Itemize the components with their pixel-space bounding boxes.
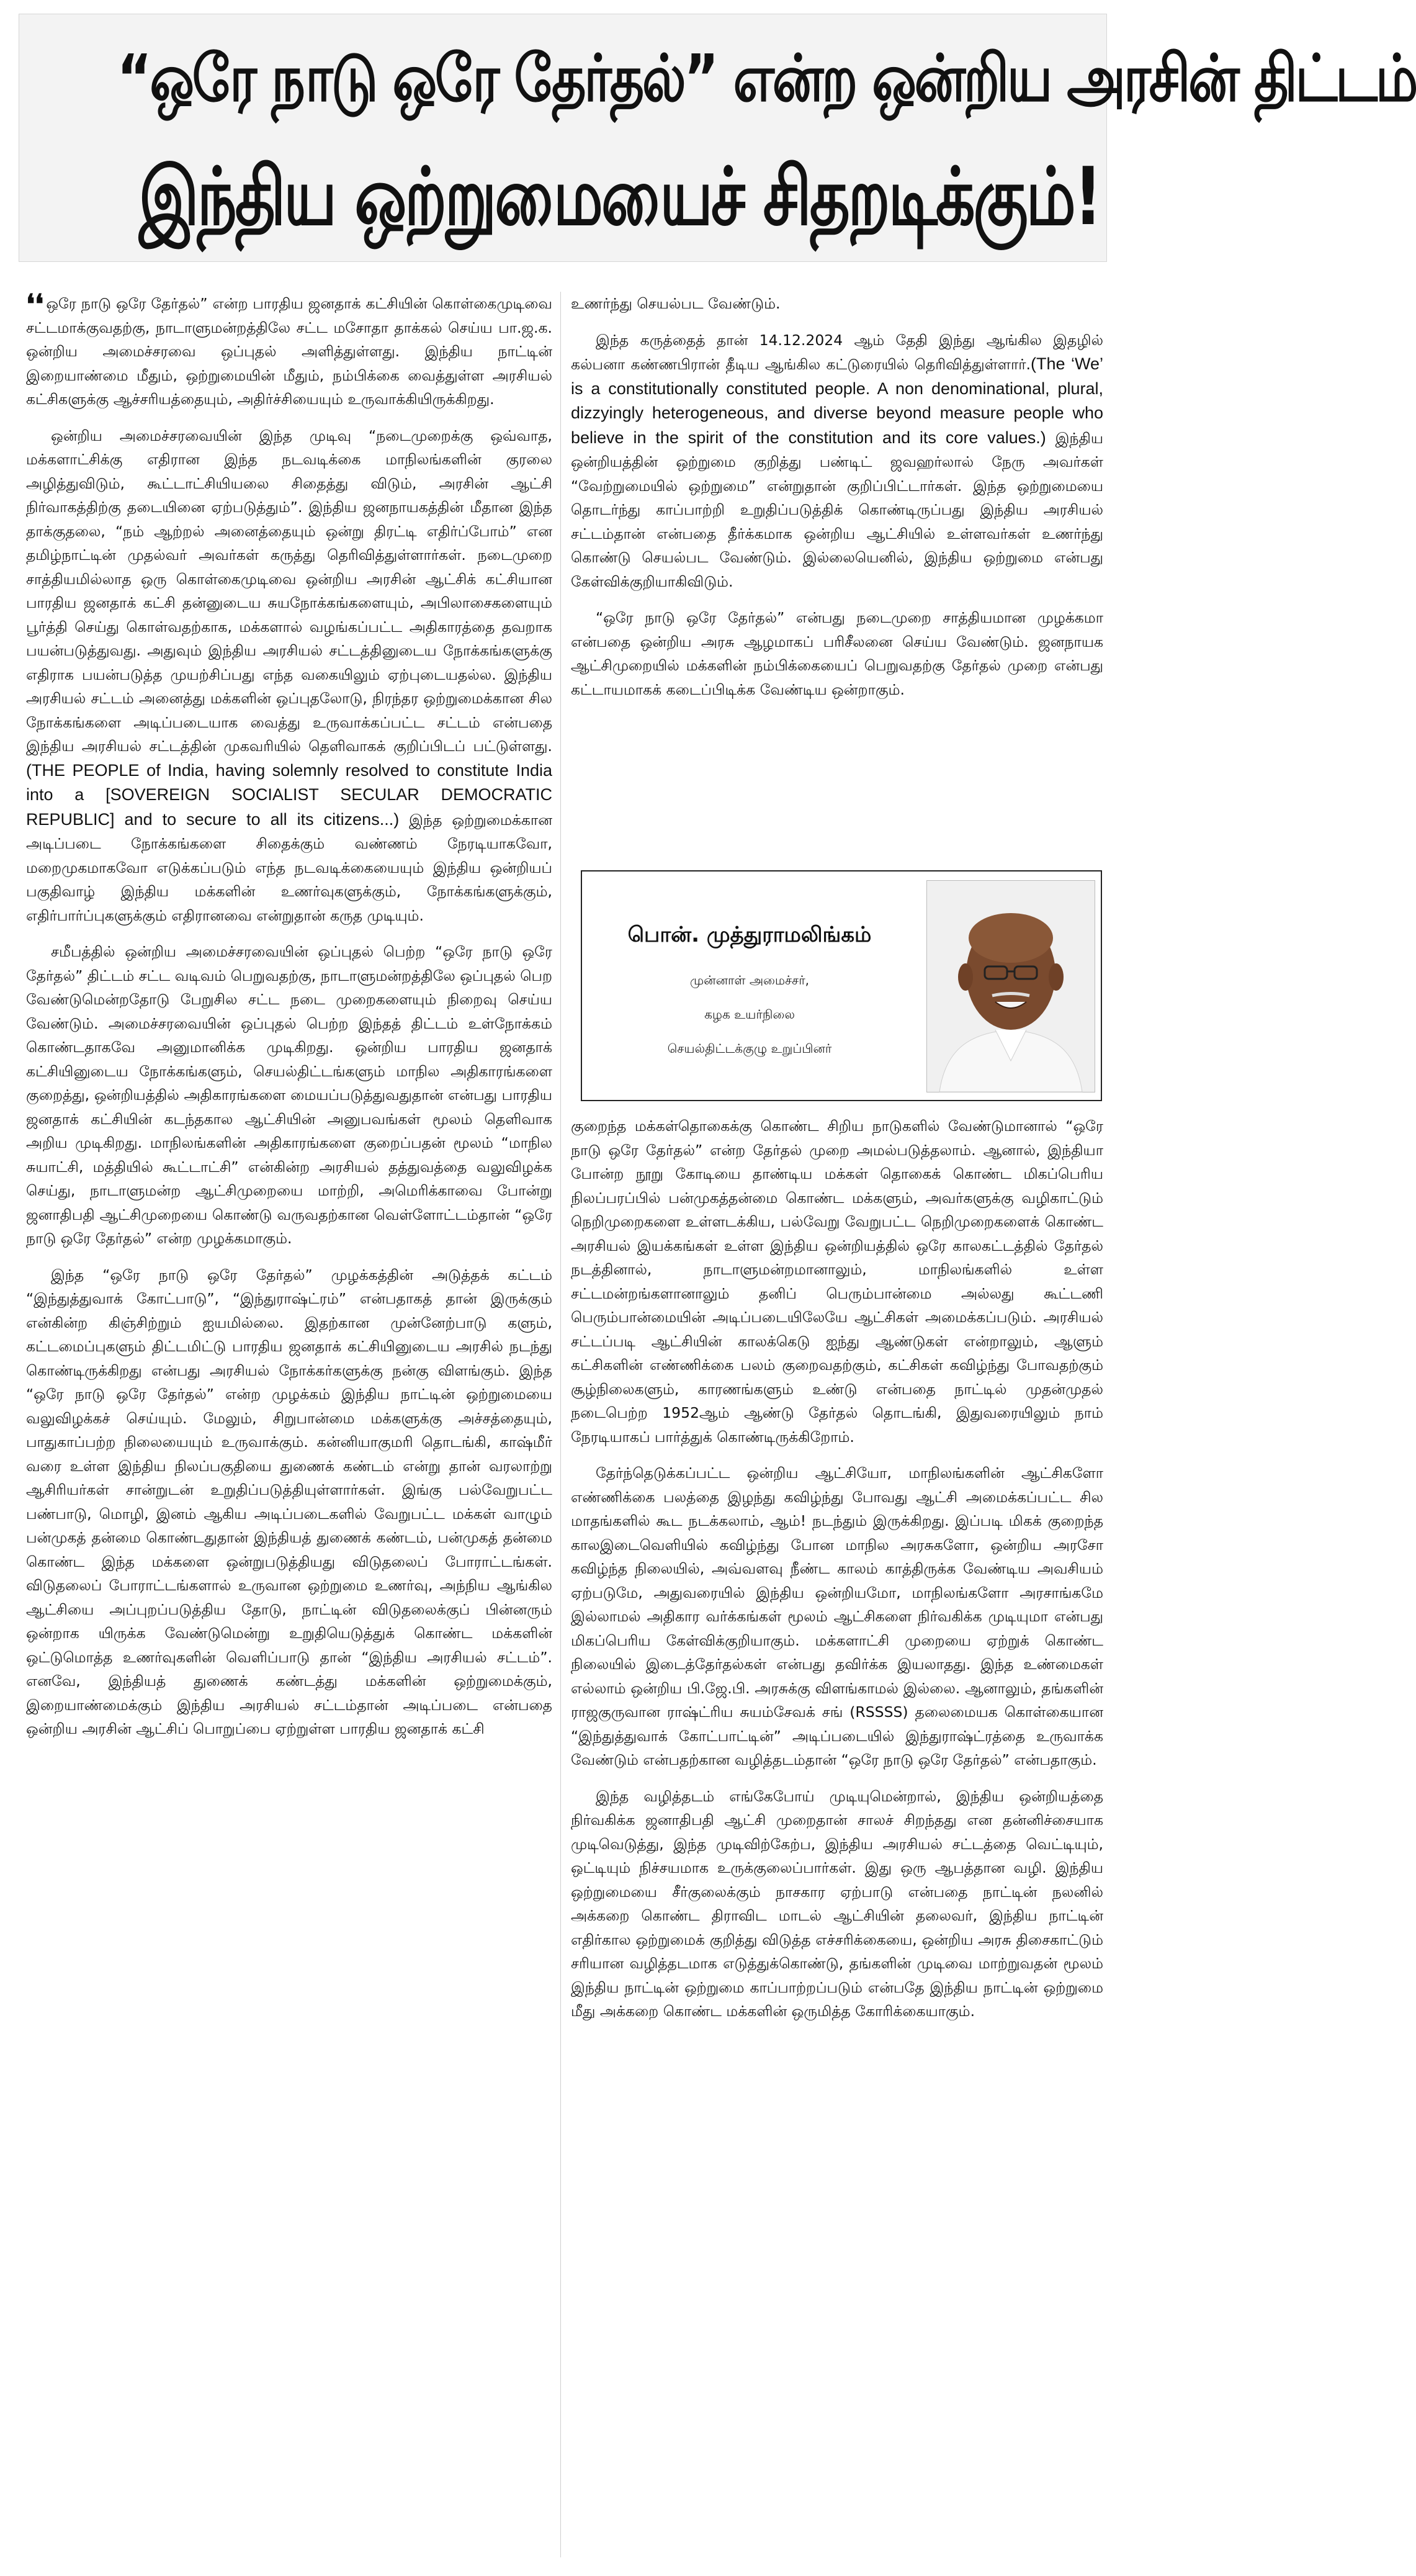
constitution-preamble-quote: (THE PEOPLE of India, having solemnly resolved to constitute India into a [SOVEREIGN SOCIALIST SECULAR DEMOCRATIC REPUBLIC] and to secure to all its citizens...) — [26, 760, 552, 829]
right-bottom-paragraph-2: தேர்ந்தெடுக்கப்பட்ட ஒன்றிய ஆட்சியோ, மாநிலங்களின் ஆட்சிகளோ எண்ணிக்கை பலத்தை இழந்து கவிழ்ந்து போவது ஆட்சி அமைக்கப்பட்ட சில மாதங்களில் கூட நடக்கலாம், ஆம்! நடந்தும் இருக்கிறது. இப்படி மிகக் குறைந்த காலஇடைவெளியில் கவிழ்ந்து போன மாநில அரசுகளோ, ஒன்றிய அரசோ கவிழ்ந்த நிலையில், அவ்வளவு நீண்ட காலம் காத்திருக்க வேண்டிய அவசியம் ஏற்படுமே, அதுவரையில் இந்திய ஒன்றியமோ, மாநிலங்களோ அரசாங்கமே இல்லாமல் அதிகார வர்க்கங்கள் மூலம் ஆட்சிகளை நிர்வகிக்க முடியுமா என்பது மிகப்பெரிய கேள்விக்குறியாகும். மக்களாட்சி முறையை ஏற்றுக் கொண்ட நிலையில் இடைத்தேர்தல்கள் என்பது தவிர்க்க இயலாதது. இந்த உண்மைகள் எல்லாம் ஒன்றிய பி.ஜே.பி. அரசுக்கு விளங்காமல் இல்லை. ஆனாலும், தங்களின் ராஜகுருவான ராஷ்ட்ரிய சுயம்சேவக் சங் (RSSSS) தலைமையக கொள்கையான “இந்துத்துவாக் கோட்பாட்டின்” அடிப்படையில் இந்துராஷ்ட்ரத்தை உருவாக்க வேண்டும் என்பதற்கான வழித்தடம்தான் “ஒரே நாடு ஒரே தேர்தல்” என்பதாகும். — [571, 1464, 1103, 1768]
left-paragraph-1-text: ஒரே நாடு ஒரே தேர்தல்” என்ற பாரதிய ஜனதாக் கட்சியின் கொள்கைமுடிவை சட்டமாக்குவதற்கு, நாடாளுமன்றத்திலே சட்ட மசோதா தாக்கல் செய்ய பா.ஜ.க. ஒன்றிய அமைச்சரவை ஒப்புதல் அளித்துள்ளது. இந்திய நாட்டின் இறையாண்மை மீதும், ஒற்றுமையின் மீதும், நம்பிக்கை வைத்துள்ள அரசியல் கட்சிகளுக்கு ஆச்சரியத்தையும், அதிர்ச்சியையும் உருவாக்கியிருக்கிறது. — [26, 295, 552, 408]
right-paragraph-3: “ஒரே நாடு ஒரே தேர்தல்” என்பது நடைமுறை சாத்தியமான முழக்கமா என்பதை ஒன்றிய அரசு ஆழமாகப் பரிசீலனை செய்ய வேண்டும். ஜனநாயக ஆட்சிமுறையில் மக்களின் நம்பிக்கையைப் பெறுவதற்கு தேர்தல் முறை என்பது கட்டாயமாகக் கடைப்பிடிக்க வேண்டிய ஒன்றாகும். — [571, 609, 1103, 698]
left-paragraph-2-tail: இந்த ஒற்றுமைக்கான அடிப்படை நோக்கங்களை சிதைக்கும் வண்ணம் நேரடியாகவோ, மறைமுகமாகவோ எடுக்கப்படும் எந்த நடவடிக்கையையும் இந்திய ஒன்றியப் பகுதிவாழ் இந்திய மக்களின் உணர்வுகளுக்கும், நோக்கங்களுக்கும், எதிர்பார்ப்புகளுக்கும் எதிரானவை என்றுதான் கருத முடியும். — [26, 811, 552, 924]
author-portrait-illustration — [927, 881, 1095, 1092]
author-photo — [926, 880, 1095, 1092]
right-bottom-paragraph-1: குறைந்த மக்கள்தொகைக்கு கொண்ட சிறிய நாடுகளில் வேண்டுமானால் “ஒரே நாடு ஒரே தேர்தல்” என்ற தேர்தல் முறை அமல்படுத்தலாம். ஆனால், இந்தியா போன்ற நூறு கோடியை தாண்டிய மக்கள் தொகைக் கொண்ட மிகப்பெரிய நிலப்பரப்பில் பன்முகத்தன்மை கொண்ட மக்களும், அவர்களுக்கு வழிகாட்டும் நெறிமுறைகளை உள்ளடக்கிய, பல்வேறு வேறுபட்ட நெறிமுறைகளைக் கொண்ட அரசியல் இயக்கங்கள் உள்ள இந்திய ஒன்றியத்தில் ஒரே காலகட்டத்தில் தேர்தல் நடத்தினால், நாடாளுமன்றமானாலும், மாநிலங்களில் உள்ள சட்டமன்றங்களானாலும் தனிப் பெரும்பான்மை அல்லது கூட்டணி பெரும்பான்மையின் அடிப்படையிலேயே ஆட்சிகள் அமைக்கப்படும். அரசியல் சட்டப்படி ஆட்சியின் காலக்கெடு ஐந்து ஆண்டுகள் என்றாலும், ஆளும் கட்சிகளின் எண்ணிக்கை பலம் குறைவதற்கும், கட்சிகள் கவிழ்ந்து போவதற்கும் சூழ்நிலைகளும், காரணங்களும் உண்டு என்பதை நாட்டில் முதன்முதல் நடைபெற்ற 1952ஆம் ஆண்டு தேர்தல் தொடங்கி, இதுவரையிலும் நாம் நேரடியாகப் பார்த்துக் கொண்டிருக்கிறோம். — [571, 1117, 1103, 1446]
right-paragraph-1: உணர்ந்து செயல்பட வேண்டும். — [571, 295, 781, 312]
left-paragraph-4: இந்த “ஒரே நாடு ஒரே தேர்தல்” முழக்கத்தின் அடுத்தக் கட்டம் “இந்துத்துவாக் கோட்பாடு”, “இந்துராஷ்ட்ரம்” என்பதாகத் தான் இருக்கும் என்கின்ற கிஞ்சிற்றும் ஐயமில்லை. இதற்கான முன்னேற்பாடு களும், கட்டமைப்புகளும் திட்டமிட்டு பாரதிய ஜனதாக் கட்சியினுடைய அரசில் நடந்து கொண்டிருக்கிறது என்பது அரசியல் நோக்கர்களுக்கு நன்கு விளங்கும். இந்த “ஒரே நாடு ஒரே தேர்தல்” என்ற முழக்கம் இந்திய நாட்டின் ஒற்றுமையை வலுவிழக்கச் செய்யும். மேலும், சிறுபான்மை மக்களுக்கு அச்சத்தையும், பாதுகாப்பற்ற நிலையையும் உருவாக்கும். கன்னியாகுமரி தொடங்கி, காஷ்மீர் வரை உள்ள இந்திய நிலப்பகுதியை துணைக் கண்டம் என்று தான் வரலாற்று ஆசிரியர்கள் சான்றுடன் உறுதிப்படுத்தியுள்ளார்கள். இங்கு பல்வேறுபட்ட பண்பாடு, மொழி, இனம் ஆகிய அடிப்படைகளில் வேறுபட்ட மக்கள் வாழும் பன்முகத் தன்மை கொண்டதுதான் இந்தியத் துணைக் கண்டம், பன்முகத் தன்மை கொண்ட இந்த மக்களை ஒன்றுபடுத்தியது விடுதலைப் போராட்டங்கள். விடுதலைப் போராட்டங்களால் உருவான ஒற்றுமை உணர்வு, அந்நிய ஆங்கில ஆட்சியை அப்புறப்படுத்திய தோடு, நாட்டின் விடுதலைக்குப் பின்னரும் ஒன்றாக யிருக்க வேண்டுமென்று உறுதியெடுத்துக் கொண்ட மக்களின் ஒட்டுமொத்த உணர்வுகளின் வெளிப்பாடு தான் “இந்திய அரசியல் சட்டம்”. எனவே, இந்தியத் துணைக் கண்டத்து மக்களின் ஒற்றுமைக்கும், இறையாண்மைக்கும் இந்திய அரசியல் சட்டம்தான் அடிப்படை என்பதை ஒன்றிய அரசின் ஆட்சிப் பொறுப்பை ஏற்றுள்ள பாரதிய ஜனதாக் கட்சி — [26, 1266, 552, 1737]
left-paragraph-3: சமீபத்தில் ஒன்றிய அமைச்சரவையின் ஒப்புதல் பெற்ற “ஒரே நாடு ஒரே தேர்தல்” திட்டம் சட்ட வடிவம் பெறுவதற்கு, நாடாளுமன்றத்திலே ஒப்புதல் பெற வேண்டுமென்றதோடு பேறுசில சட்ட நடை முறைகளையும் நிறைவு செய்ய வேண்டும். அமைச்சரவையின் ஒப்புதல் பெற்ற இந்தத் திட்டம் உள்நோக்கம் கொண்டதாகவே அனுமானிக்க முடிகிறது. ஒன்றிய பாரதிய ஜனதாக் கட்சியினுடைய நோக்கங்களும், செயல்திட்டங்களும் மாநில அதிகாரங்களை குறைத்து, ஒன்றியத்தில் அதிகாரங்களை மையப்படுத்துவதுதான் என்பது பாரதிய ஜனதாக் கட்சியின் கடந்தகால ஆட்சியின் அனுபவங்கள் மூலம் தெளிவாக அறிய முடிகிறது. மாநிலங்களின் அதிகாரங்களை குறைப்பதன் மூலம் “மாநில சுயாட்சி, மத்தியில் கூட்டாட்சி” என்கின்ற அரசியல் தத்துவத்தை வலுவிழக்க செய்து, நாடாளுமன்ற ஆட்சிமுறையை மாற்றி, அமெரிக்காவை போன்று ஜனாதிபதி ஆட்சிமுறையை கொண்டு வருவதற்கான வெள்ளோட்டம்தான் “ஒரே நாடு ஒரே தேர்தல்” என்ற முழக்கமாகும். — [26, 943, 553, 1247]
hindu-article-quote: (The ‘We’ is a constitutionally constituted people. A non denominational, plural, dizzyingly heterogeneous, and diverse beyond measure people who believe in the spirit of the constitution and its core values.) — [571, 354, 1103, 447]
opening-quote-mark: ❛❛ — [26, 289, 44, 320]
article-right-column-top — [571, 292, 1103, 850]
article-left-column — [26, 289, 553, 2557]
headline-line-2: இந்திய ஒற்றுமையைச் சிதறடிக்கும்! — [138, 151, 1101, 243]
right-paragraph-2-text: இந்த கருத்தைத் தான் 14.12.2024 ஆம் தேதி இந்து ஆங்கில இதழில் கல்பனா கண்ணபிரான் தீடிய ஆங்கில கட்டுரையில் தெரிவித்துள்ளார். — [571, 331, 1103, 373]
right-paragraph-2-tail: இந்திய ஒன்றியத்தின் ஒற்றுமை குறித்து பண்டிட் ஜவஹர்லால் நேரு அவர்கள் “வேற்றுமையில் ஒற்றுமை” என்றுதான் குறிப்பிட்டார்கள். இந்த ஒற்றுமையை தொடர்ந்து காப்பாற்றி உறுதிப்படுத்திக் கொண்டிருப்பது இந்திய அரசியல் சட்டம்தான் என்பதை தீர்க்கமாக ஒன்றிய ஆட்சியில் உள்ளவர்கள் உணர்ந்து கொண்டு செயல்பட வேண்டும். இல்லையெனில், இந்திய ஒற்றுமை என்பது கேள்விக்குறியாகிவிடும். — [571, 429, 1103, 590]
right-bottom-paragraph-3: இந்த வழித்தடம் எங்கேபோய் முடியுமென்றால், இந்திய ஒன்றியத்தை நிர்வகிக்க ஜனாதிபதி ஆட்சி முறைதான் சாலச் சிறந்தது என தன்னிச்சையாக முடிவெடுத்து, இந்த முடிவிற்கேற்ப, இந்திய அரசியல் சட்டத்தை வெட்டியும், ஒட்டியும் நிச்சயமாக உருக்குலைப்பார்கள். இது ஒரு ஆபத்தான வழி. இந்திய ஒற்றுமையை சீர்குலைக்கும் நாசகார ஏற்பாடு என்பதை நாட்டின் நலனில் அக்கறை கொண்ட திராவிட மாடல் ஆட்சியின் தலைவர், இந்திய நாட்டின் எதிர்கால ஒற்றுமைக் குறித்து விடுத்த எச்சரிக்கையை, ஒன்றிய அரசு திசைகாட்டும் சரியான வழித்தடமாக எடுத்துக்கொண்டு, தங்களின் முடிவை மாற்றுவதன் மூலம் இந்திய நாட்டின் ஒற்றுமை காப்பாற்றப்படும் என்பதே இந்திய நாட்டின் ஒற்றுமை மீது அக்கறை கொண்ட மக்களின் ஒருமித்த கோரிக்கையாகும். — [571, 1787, 1103, 2020]
author-role-former-minister: முன்னாள் அமைச்சர், — [689, 973, 810, 988]
column-divider — [560, 292, 561, 2557]
headline-line-1: “ஒரே நாடு ஒரே தேர்தல்” என்ற ஒன்றிய அரசின் திட்டம் — [117, 40, 1416, 116]
author-name: பொன். முத்துராமலிங்கம் — [627, 922, 872, 947]
left-paragraph-2-text: ஒன்றிய அமைச்சரவையின் இந்த முடிவு “நடைமுறைக்கு ஒவ்வாத, மக்களாட்சிக்கு எதிரான இந்த நடவடிக்கை மாநிலங்களின் குரலை அழித்துவிடும், கூட்டாட்சியியலை சிதைத்து விடும், அரசின் ஆட்சி நிர்வாகத்திற்கு தடையினை ஏற்படுத்தும்”. இந்திய ஜனநாயகத்தின் மீதான இந்த தாக்குதலை, “நம் ஆற்றல் அனைத்தையும் ஒன்று திரட்டி எதிர்ப்போம்” என தமிழ்நாட்டின் முதல்வர் அவர்கள் கருத்து தெரிவித்துள்ளார்கள். நடைமுறை சாத்தியமில்லாத ஒரு கொள்கைமுடிவை ஒன்றிய அரசின் ஆட்சிக் கட்சியான பாரதிய ஜனதாக் கட்சி தன்னுடைய சுயநோக்கங்களையும், அபிலாசைகளையும் பூர்த்தி செய்து கொள்வதற்காக, மக்களால் வழங்கப்பட்ட அதிகாரத்தை தவறாக பயன்படுத்துவது. அதுவும் இந்திய அரசியல் சட்டத்தினுடைய நோக்கங்களுக்கு எதிராக பயன்படுத்த முயற்சிப்பது எந்த வகையிலும் ஏற்புடையதல்ல. இந்திய அரசியல் சட்டம் அனைத்து மக்களின் ஒப்புதலோடு, நிரந்தர ஒற்றுமைக்கான சில நோக்கங்களை அடிப்படையாக வைத்து உருவாக்கப்பட்ட சட்டம் என்பதை இந்திய அரசியல் சட்டத்தின் முகவரியில் தெளிவாகக் குறிப்பிடப் பட்டுள்ளது. — [26, 426, 552, 755]
headline-banner — [19, 14, 1416, 262]
article-right-column-bottom — [571, 1114, 1103, 2560]
author-role-committee-member: செயல்திட்டக்குழு உறுப்பினர் — [667, 1041, 832, 1056]
left-paragraph-2 — [26, 424, 552, 928]
left-paragraph-1 — [26, 289, 552, 412]
author-byline-box — [581, 870, 1102, 1101]
right-paragraph-2 — [571, 328, 1103, 594]
author-role-party-position: கழக உயர்நிலை — [704, 1007, 795, 1022]
